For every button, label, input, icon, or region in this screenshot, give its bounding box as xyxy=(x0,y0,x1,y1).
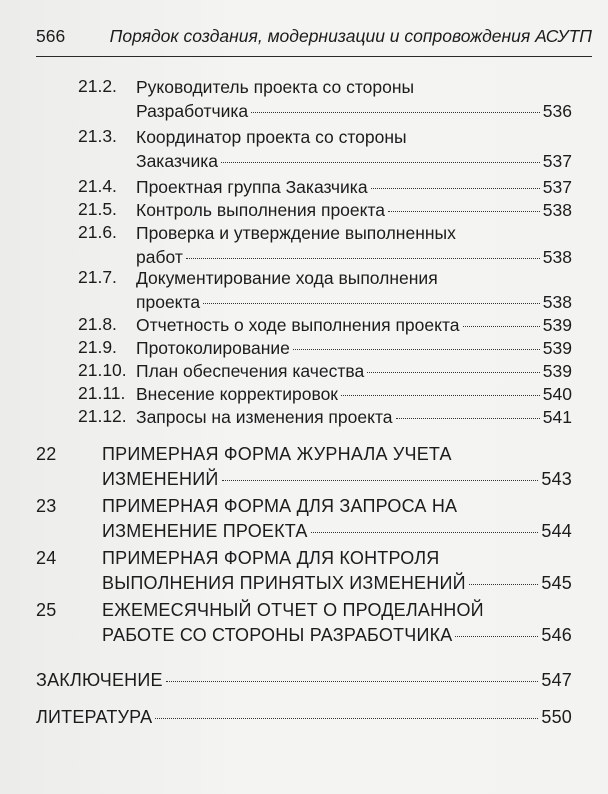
toc-entry-number: 21.4. xyxy=(78,176,117,196)
toc-entry-title: ПРИМЕРНАЯ ФОРМА ДЛЯ КОНТРОЛЯ xyxy=(102,548,440,568)
toc-entry-title: Руководитель проекта со стороны xyxy=(136,77,415,97)
toc-page-number: 539 xyxy=(542,315,572,335)
dot-leader xyxy=(396,418,540,419)
toc-page-number: 537 xyxy=(542,177,572,197)
dot-leader xyxy=(186,258,540,259)
dot-leader xyxy=(222,480,539,481)
toc-entry-title: ЕЖЕМЕСЯЧНЫЙ ОТЧЕТ О ПРОДЕЛАННОЙ xyxy=(102,600,484,620)
toc-page-number: 536 xyxy=(542,100,572,121)
toc-entry-title: Документирование хода выполнения xyxy=(136,268,438,288)
toc-entry-number: 21.6. xyxy=(78,222,117,242)
dot-leader xyxy=(221,162,540,163)
dot-leader xyxy=(251,112,540,113)
toc-page-number: 541 xyxy=(542,407,572,427)
toc-entry-number: 21.9. xyxy=(78,337,117,357)
toc-entry-number: 21.3. xyxy=(78,126,117,146)
toc-page-number: 550 xyxy=(541,707,572,727)
toc-entry-title: РАБОТЕ СО СТОРОНЫ РАЗРАБОТЧИКА xyxy=(102,624,453,645)
dot-leader xyxy=(469,584,539,585)
toc-entry-title: работ xyxy=(136,246,183,267)
toc-entry-title: Координатор проекта со стороны xyxy=(136,127,407,147)
toc-entry-number: 21.10. xyxy=(78,360,127,380)
toc-entry-number: 21.8. xyxy=(78,314,117,334)
toc-page-number: 545 xyxy=(541,572,572,593)
toc-entry-title: ЗАКЛЮЧЕНИЕ xyxy=(36,670,163,690)
dot-leader xyxy=(367,372,540,373)
toc-page-number: 537 xyxy=(542,150,572,171)
page-number: 566 xyxy=(36,26,66,46)
dot-leader xyxy=(371,188,540,189)
toc-entry-number: 24 xyxy=(36,548,57,568)
toc-entry-number: 25 xyxy=(36,600,57,620)
toc-entry-title: ПРИМЕРНАЯ ФОРМА ДЛЯ ЗАПРОСА НА xyxy=(102,496,458,516)
toc-entry-number: 21.12. xyxy=(78,406,127,426)
dot-leader xyxy=(155,718,538,719)
toc-entry-title: Отчетность о ходе выполнения проекта xyxy=(136,315,460,335)
toc-entry-title: Запросы на изменения проекта xyxy=(136,407,393,427)
dot-leader xyxy=(388,211,540,212)
toc-entry-number: 21.5. xyxy=(78,199,117,219)
dot-leader xyxy=(341,395,540,396)
dot-leader xyxy=(166,681,539,682)
toc-entry-number: 23 xyxy=(36,496,57,516)
toc-page-number: 538 xyxy=(542,200,572,220)
toc-entry-title: проекта xyxy=(136,291,201,312)
toc-entry-title: Контроль выполнения проекта xyxy=(136,200,386,220)
toc-entry-title: Протоколирование xyxy=(136,338,290,358)
toc-entry-title: Разработчика xyxy=(136,100,249,121)
toc-page-number: 547 xyxy=(541,670,572,690)
toc-entry-title: ПРИМЕРНАЯ ФОРМА ЖУРНАЛА УЧЕТА xyxy=(102,444,452,464)
toc-entry-title: Внесение корректировок xyxy=(136,384,338,404)
toc-entry-title: Проверка и утверждение выполненных xyxy=(136,223,456,243)
toc-entry-title: ИЗМЕНЕНИЙ xyxy=(102,468,219,489)
toc-page-number: 538 xyxy=(542,246,572,267)
toc-page-number: 539 xyxy=(542,361,572,381)
toc-page-number: 546 xyxy=(541,624,572,645)
dot-leader xyxy=(311,532,539,533)
toc-entry-number: 21.7. xyxy=(78,267,117,287)
toc-entry-number: 21.11. xyxy=(78,383,126,403)
toc-entry-title: Заказчика xyxy=(136,150,218,171)
dot-leader xyxy=(203,303,540,304)
toc-page-number: 540 xyxy=(542,384,572,404)
toc-entry-title: ИЗМЕНЕНИЕ ПРОЕКТА xyxy=(102,520,308,541)
toc-page-number: 543 xyxy=(541,468,572,489)
dot-leader xyxy=(463,326,540,327)
dot-leader xyxy=(293,349,540,350)
toc-entry-title: ЛИТЕРАТУРА xyxy=(36,707,153,727)
toc-entry-title: План обеспечения качества xyxy=(136,361,365,381)
dot-leader xyxy=(455,636,538,637)
toc-page-number: 538 xyxy=(542,291,572,312)
toc-entry-title: ВЫПОЛНЕНИЯ ПРИНЯТЫХ ИЗМЕНЕНИЙ xyxy=(102,572,466,593)
toc-page-number: 539 xyxy=(542,338,572,358)
toc-page-number: 544 xyxy=(541,520,572,541)
toc-entry-number: 21.2. xyxy=(78,76,117,96)
toc-entry-title: Проектная группа Заказчика xyxy=(136,177,368,197)
running-title: Порядок создания, модернизации и сопровождения АСУТП xyxy=(109,26,592,46)
toc-entry-number: 22 xyxy=(36,444,57,464)
